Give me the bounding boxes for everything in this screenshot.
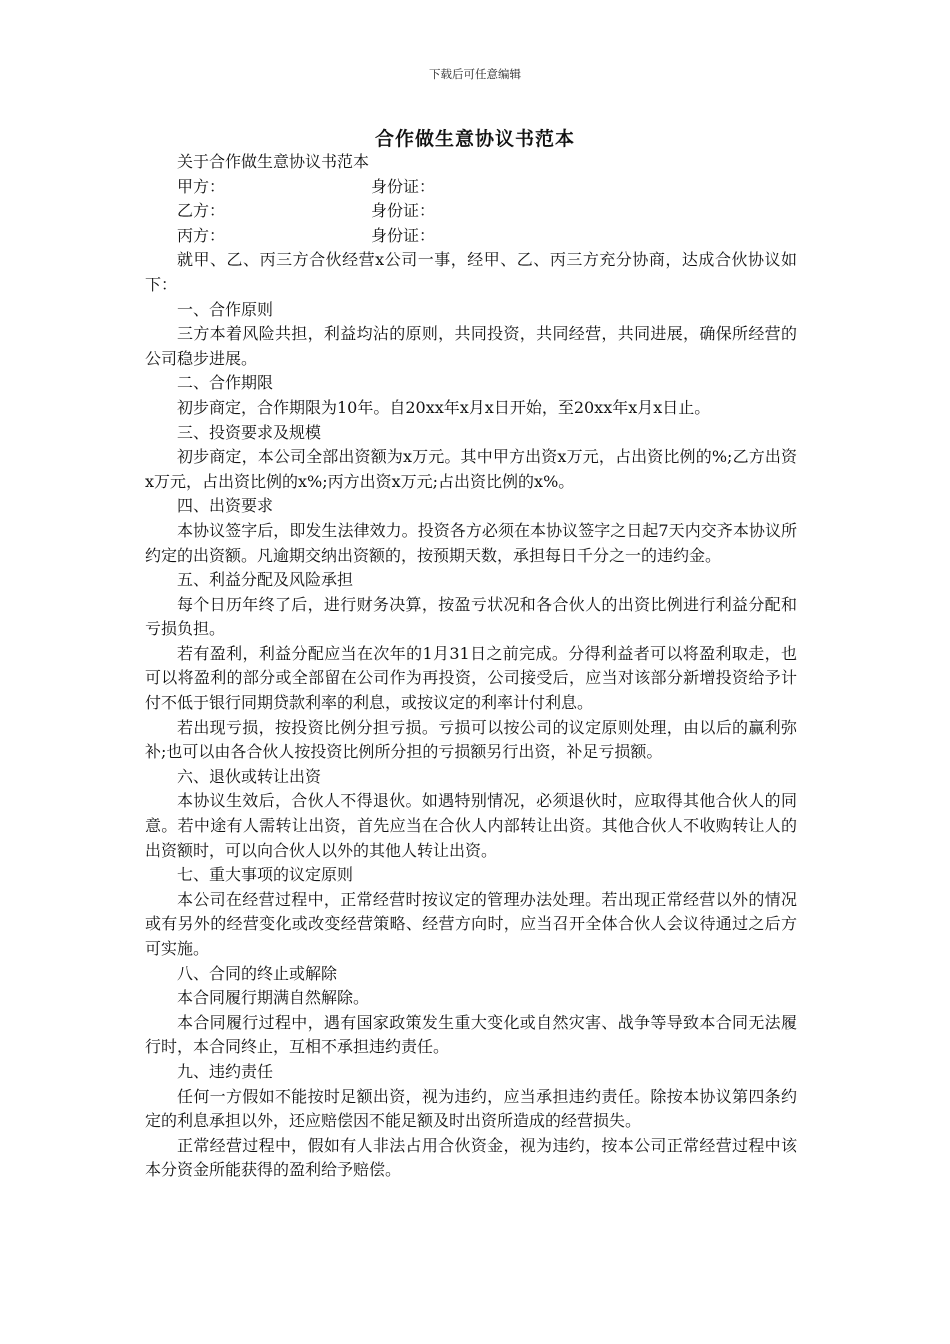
section-6	[145, 765, 797, 863]
section-paragraph: 每个日历年终了后，进行财务决算，按盈亏状况和各合伙人的出资比例进行利益分配和亏损负担。	[145, 594, 797, 639]
section-heading: 八、合同的终止或解除	[177, 963, 338, 983]
document-subtitle: 关于合作做生意协议书范本	[177, 152, 370, 171]
section-heading: 三、投资要求及规模	[177, 422, 322, 442]
section-paragraph: 任何一方假如不能按时足额出资，视为违约，应当承担违约责任。除按本协议第四条约定的利息承担以外，还应赔偿因不能足额及时出资所造成的经营损失。	[145, 1086, 797, 1131]
section-paragraph: 三方本着风险共担，利益均沾的原则，共同投资，共同经营，共同进展，确保所经营的公司稳步进展。	[145, 324, 797, 368]
id-label: 身份证：	[371, 201, 436, 221]
party-row	[145, 224, 797, 249]
party-row	[145, 199, 797, 224]
section-paragraph: 若有盈利，利益分配应当在次年的1月31日之前完成。分得利益者可以将盈利取走，也可以将盈利的部分或全部留在公司作为再投资，公司接受后，应当对该部分新增投资给予计付不低于银行同期贷款利率的利息，或按议定的利率计付利息。	[145, 643, 797, 713]
section-paragraph: 初步商定，合作期限为10年。自20xx年x月x日开始，至20xx年x月x日止。	[177, 397, 711, 417]
section-heading: 四、出资要求	[177, 496, 274, 516]
section-5	[145, 568, 797, 765]
section-heading: 六、退伙或转让出资	[177, 766, 322, 786]
document-title: 合作做生意协议书范本	[374, 128, 575, 150]
document-body	[145, 150, 797, 1183]
party-list	[145, 175, 797, 249]
id-label: 身份证：	[371, 225, 436, 245]
section-heading: 五、利益分配及风险承担	[177, 570, 354, 590]
section-heading: 九、违约责任	[177, 1061, 274, 1081]
party-label: 丙方：	[177, 225, 226, 245]
section-1	[145, 298, 797, 372]
section-3	[145, 421, 797, 495]
section-paragraph: 若出现亏损，按投资比例分担亏损。亏损可以按公司的议定原则处理，由以后的赢利弥补;也可以由各合伙人按投资比例所分担的亏损额另行出资，补足亏损额。	[145, 717, 797, 762]
section-heading: 七、重大事项的议定原则	[177, 865, 354, 885]
section-paragraph: 本合同履行过程中，遇有国家政策发生重大变化或自然灾害、战争等导致本合同无法履行时，本合同终止，互相不承担违约责任。	[145, 1012, 797, 1057]
section-7	[145, 863, 797, 961]
party-label: 甲方：	[177, 176, 226, 196]
section-heading: 一、合作原则	[177, 299, 274, 319]
party-row	[145, 175, 797, 200]
section-paragraph: 正常经营过程中，假如有人非法占用合伙资金，视为违约，按本公司正常经营过程中该本分资金所能获得的盈利给予赔偿。	[145, 1135, 797, 1180]
section-paragraph: 本协议生效后，合伙人不得退伙。如遇特别情况，必须退伙时，应取得其他合伙人的同意。若中途有人需转让出资，首先应当在合伙人内部转让出资。其他合伙人不收购转让人的出资额时，可以向合伙人以外的其他人转让出资。	[145, 791, 797, 860]
intro-paragraph: 就甲、乙、丙三方合伙经营x公司一事，经甲、乙、丙三方充分协商，达成合伙协议如下：	[145, 250, 797, 294]
id-label: 身份证：	[371, 176, 436, 196]
section-8	[145, 962, 797, 1060]
section-paragraph: 本协议签字后，即发生法律效力。投资各方必须在本协议签字之日起7天内交齐本协议所约定的出资额。凡逾期交纳出资额的，按预期天数，承担每日千分之一的违约金。	[145, 520, 797, 565]
section-paragraph: 初步商定，本公司全部出资额为x万元。其中甲方出资x万元，占出资比例的%;乙方出资x万元，占出资比例的x%;丙方出资x万元;占出资比例的x%。	[145, 447, 797, 491]
header-note: 下载后可任意编辑	[429, 67, 521, 81]
section-paragraph: 本合同履行期满自然解除。	[177, 988, 370, 1008]
party-label: 乙方：	[177, 201, 226, 221]
section-4	[145, 494, 797, 568]
section-paragraph: 本公司在经营过程中，正常经营时按议定的管理办法处理。若出现正常经营以外的情况或有另外的经营变化或改变经营策略、经营方向时，应当召开全体合伙人会议待通过之后方可实施。	[145, 889, 797, 958]
section-2	[145, 371, 797, 420]
section-9	[145, 1060, 797, 1183]
section-heading: 二、合作期限	[177, 373, 274, 393]
